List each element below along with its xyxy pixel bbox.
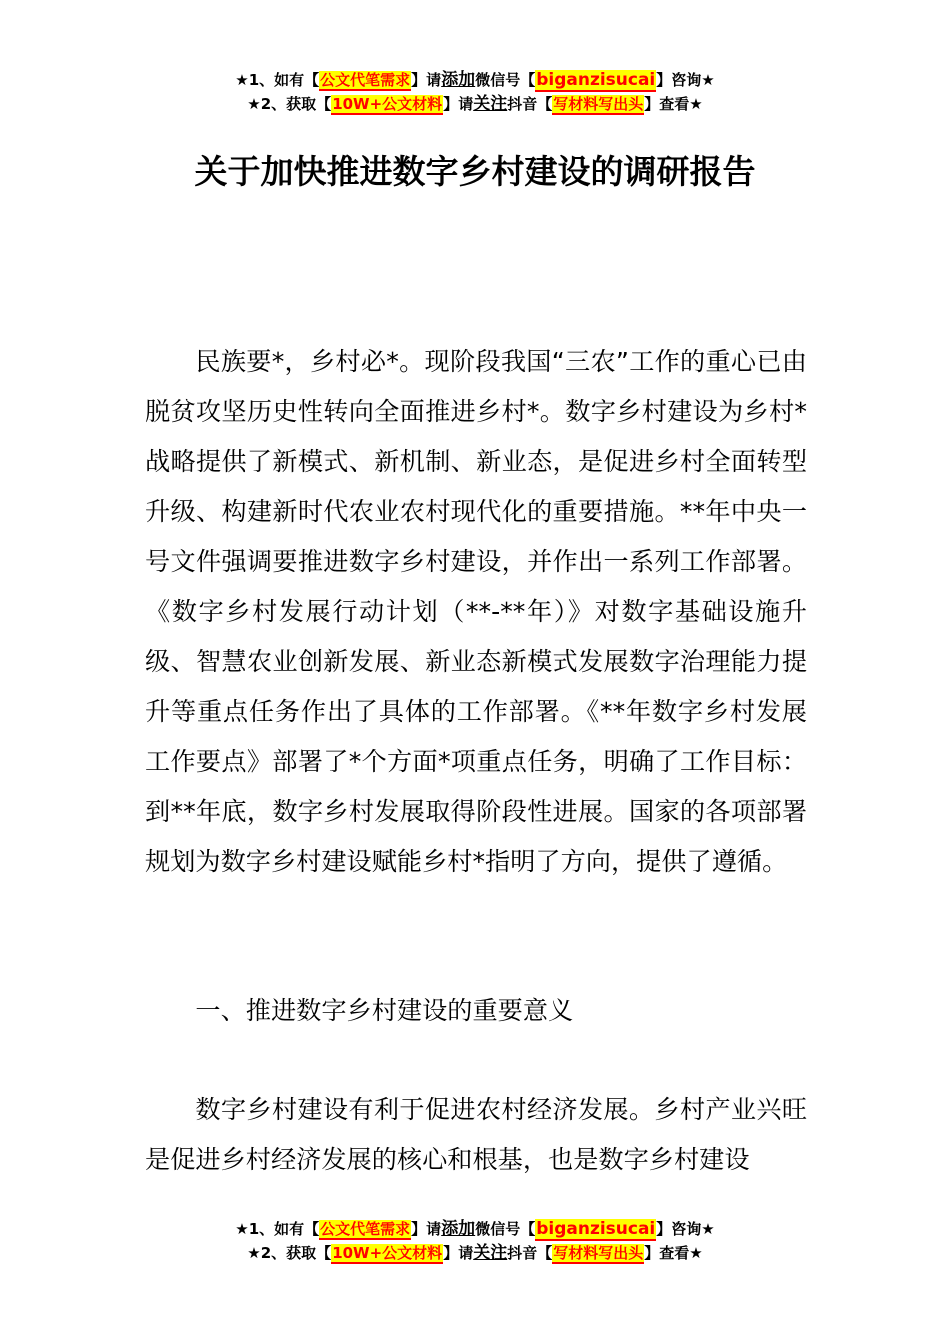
promo-douyin-id: 写材料写出头 <box>553 1244 644 1262</box>
promo-text: 】请 <box>411 71 442 89</box>
promo-text: 微信号【 <box>475 71 536 89</box>
promo-highlight: 公文代笔需求 <box>320 71 411 89</box>
document-title: 关于加快推进数字乡村建设的调研报告 <box>194 152 756 191</box>
promo-text: ★2、获取【 <box>247 95 332 113</box>
promo-underlined: 关注 <box>473 94 508 114</box>
promo-text: ★2、获取【 <box>247 1244 332 1262</box>
promo-highlight: 公文代笔需求 <box>320 1220 411 1238</box>
promo-text: 】查看★ <box>644 1244 703 1262</box>
paragraph-section-1: 数字乡村建设有利于促进农村经济发展。乡村产业兴旺是促进乡村经济发展的核心和根基，也是数字乡村建设 <box>145 1095 807 1174</box>
promo-text: 】咨询★ <box>656 71 715 89</box>
promo-text: 抖音【 <box>507 95 553 113</box>
promo-underlined: 添加 <box>441 70 476 90</box>
promo-text: 】请 <box>443 95 474 113</box>
promo-text: 】咨询★ <box>656 1220 715 1238</box>
promo-text: ★1、如有【 <box>235 71 320 89</box>
paragraph-intro: 民族要*，乡村必*。现阶段我国“三农”工作的重心已由脱贫攻坚历史性转向全面推进乡村*。数字乡村建设为乡村*战略提供了新模式、新机制、新业态，是促进乡村全面转型升级、构建新时代农业农村现代化的重要措施。**年中央一号文件强调要推进数字乡村建设，并作出一系列工作部署。《数字乡村发展行动计划（**-**年）》对数字基础设施升级、智慧农业创新发展、新业态新模式发展数字治理能力提升等重点任务作出了具体的工作部署。《**年数字乡村发展工作要点》部署了*个方面*项重点任务，明确了工作目标：到**年底，数字乡村发展取得阶段性进展。国家的各项部署规划为数字乡村建设赋能乡村*指明了方向，提供了遵循。 <box>145 347 807 876</box>
promo-highlight: 10W+公文材料 <box>332 1244 443 1262</box>
promo-text: 微信号【 <box>475 1220 536 1238</box>
promo-line-2 <box>0 1241 950 1265</box>
promo-banner-bottom <box>0 1217 950 1265</box>
promo-text: 】查看★ <box>644 95 703 113</box>
promo-highlight: 10W+公文材料 <box>332 95 443 113</box>
promo-underlined: 关注 <box>473 1243 508 1263</box>
promo-banner-top <box>0 68 950 116</box>
section-heading-1: 一、推进数字乡村建设的重要意义 <box>195 996 574 1025</box>
promo-text: ★1、如有【 <box>235 1220 320 1238</box>
promo-line-1 <box>0 68 950 92</box>
promo-line-2 <box>0 92 950 116</box>
promo-text: 抖音【 <box>507 1244 553 1262</box>
promo-wechat-id: biganzisucai <box>536 70 656 90</box>
promo-text: 】请 <box>411 1220 442 1238</box>
promo-line-1 <box>0 1217 950 1241</box>
promo-underlined: 添加 <box>441 1219 476 1239</box>
promo-text: 】请 <box>443 1244 474 1262</box>
promo-douyin-id: 写材料写出头 <box>553 95 644 113</box>
promo-wechat-id: biganzisucai <box>536 1219 656 1239</box>
